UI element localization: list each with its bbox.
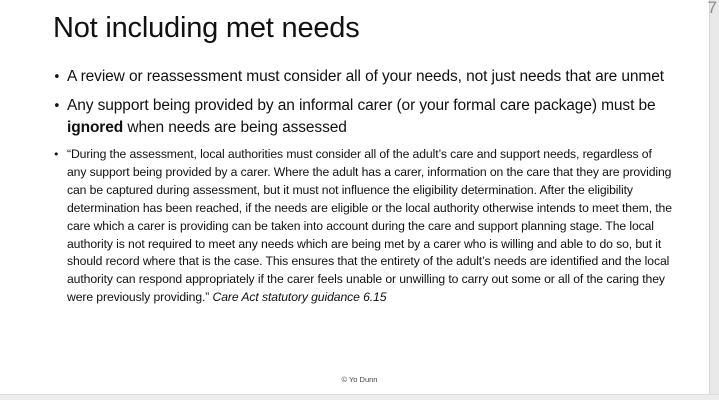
slide-title: Not including met needs: [53, 12, 360, 44]
page-number: 7: [707, 0, 717, 17]
guidance-citation: Care Act statutory guidance 6.15: [209, 290, 387, 305]
bullet-text-start: Any support being provided by an informal carer (or your formal care package) must be: [67, 97, 656, 114]
slide-edge-bottom: [0, 394, 719, 400]
bullet-point-icon: •: [53, 99, 61, 114]
bullet-point-icon: •: [53, 148, 60, 161]
bullet-text-emphasis: ignored: [67, 119, 124, 136]
bullet-text: A review or reassessment must consider all of your needs, not just needs that are unmet: [67, 68, 664, 85]
bullet-item-informal-carer: [53, 95, 673, 139]
bullet-list: [53, 66, 673, 307]
bullet-item-review: [53, 66, 673, 88]
slide-edge-right: [709, 0, 719, 400]
bullet-item-guidance-quote: [53, 146, 673, 307]
guidance-quote: “During the assessment, local authorities must consider all of the adult’s care and support needs, regardless of any support being provided by a carer. Where the adult has a carer, information on the care that they are providing can be captured during assessment, but it must not influence the eligibility determination. After the eligibility determination has been reached, if the needs are eligible or the local authority otherwise intends to meet them, the care which a carer is providing can be taken into account during the care and support planning stage. The local authority is not required to meet any needs which are being met by a carer who is willing and able to do so, but it should record where that is the case. This ensures that the entirety of the adult’s needs are identified and the local authority can respond appropriately if the carer feels unable or unwilling to carry out some or all of the caring they were previously providing.”: [67, 147, 672, 305]
copyright-footer: © Yo Dunn: [341, 375, 378, 384]
bullet-point-icon: •: [53, 70, 61, 85]
bullet-text-end: when needs are being assessed: [123, 119, 347, 136]
